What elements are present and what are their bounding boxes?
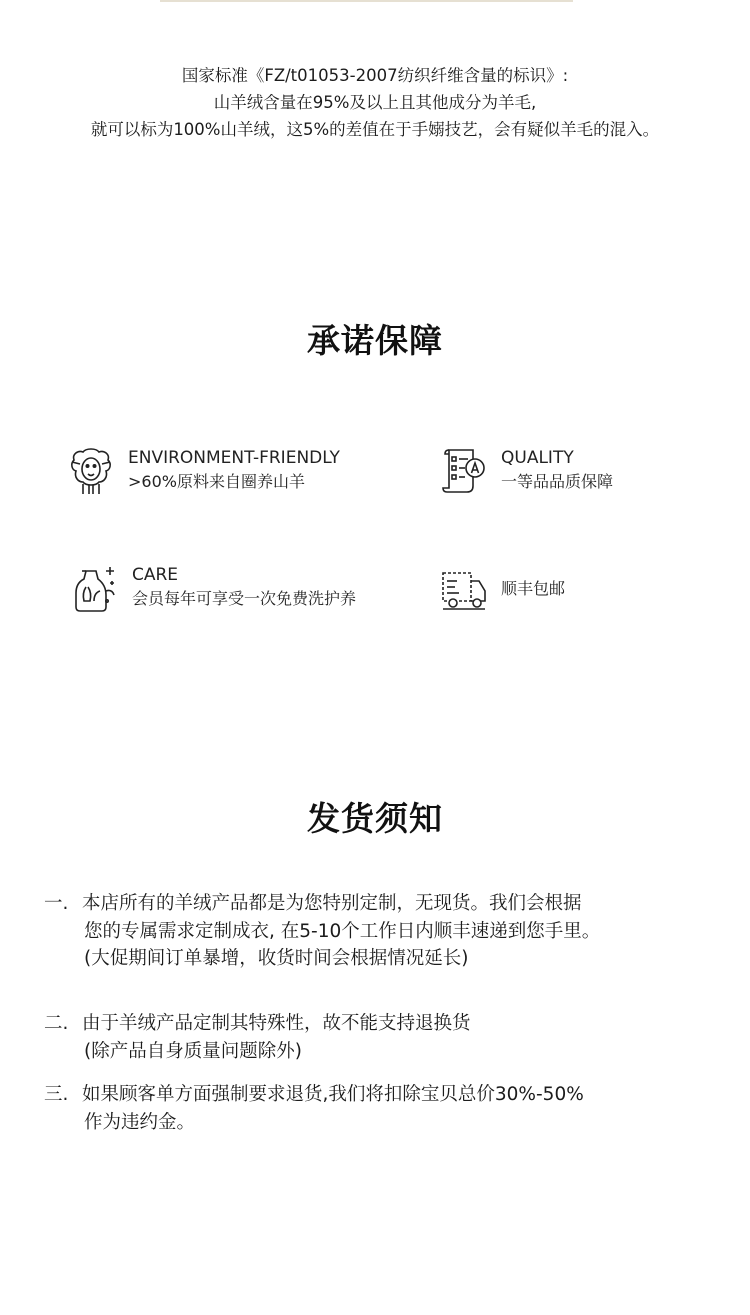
- top-divider: [160, 0, 573, 2]
- notice-number: 二.: [44, 1013, 69, 1034]
- notice-line: (大促期间订单暴增，收货时间会根据情况延长): [84, 948, 469, 969]
- notice-line: 您的专属需求定制成衣, 在5-10个工作日内顺丰速递到您手里。: [84, 920, 601, 942]
- shipping-notice-2: [44, 1010, 471, 1065]
- notice-number: 一.: [44, 893, 69, 914]
- notice-line: 如果顾客单方面强制要求退货,我们将扣除宝贝总价30%-50%: [82, 1084, 584, 1105]
- feature-cn-label: 会员每年可享受一次免费洗护养: [132, 589, 357, 608]
- feature-cn-label: 顺丰包邮: [501, 579, 566, 598]
- certificate-icon: [441, 446, 487, 498]
- feature-en-label: CARE: [132, 565, 179, 585]
- delivery-truck-icon: [441, 563, 487, 615]
- standard-line: 国家标准《FZ/t01053-2007纺织纤维含量的标识》:: [181, 66, 569, 85]
- promise-title: 承诺保障: [307, 321, 443, 360]
- standard-line: 山羊绒含量在95%及以上且其他成分为羊毛,: [213, 93, 537, 112]
- notice-number: 三.: [44, 1084, 69, 1105]
- notice-line: 本店所有的羊绒产品都是为您特别定制，无现货。我们会根据: [82, 893, 582, 914]
- shipping-notice-1: [44, 890, 600, 973]
- feature-cn-label: 一等品品质保障: [501, 472, 614, 491]
- feature-cn-label: >60%原料来自圈养山羊: [128, 472, 305, 491]
- feature-en-label: ENVIRONMENT-FRIENDLY: [128, 448, 340, 468]
- notice-line: 由于羊绒产品定制其特殊性，故不能支持退换货: [82, 1013, 471, 1034]
- notice-line: 作为违约金。: [84, 1111, 196, 1133]
- notice-line: (除产品自身质量问题除外): [84, 1040, 302, 1062]
- feature-en-label: QUALITY: [501, 448, 574, 468]
- care-bottle-icon: [72, 563, 118, 615]
- standard-note: [0, 62, 750, 143]
- standard-line: 就可以标为100%山羊绒，这5%的差值在于手嫋技艺，会有疑似羊毛的混入。: [90, 120, 660, 139]
- sheep-icon: [68, 446, 114, 498]
- shipping-notice-3: [44, 1081, 584, 1136]
- shipping-title: 发货须知: [307, 799, 443, 838]
